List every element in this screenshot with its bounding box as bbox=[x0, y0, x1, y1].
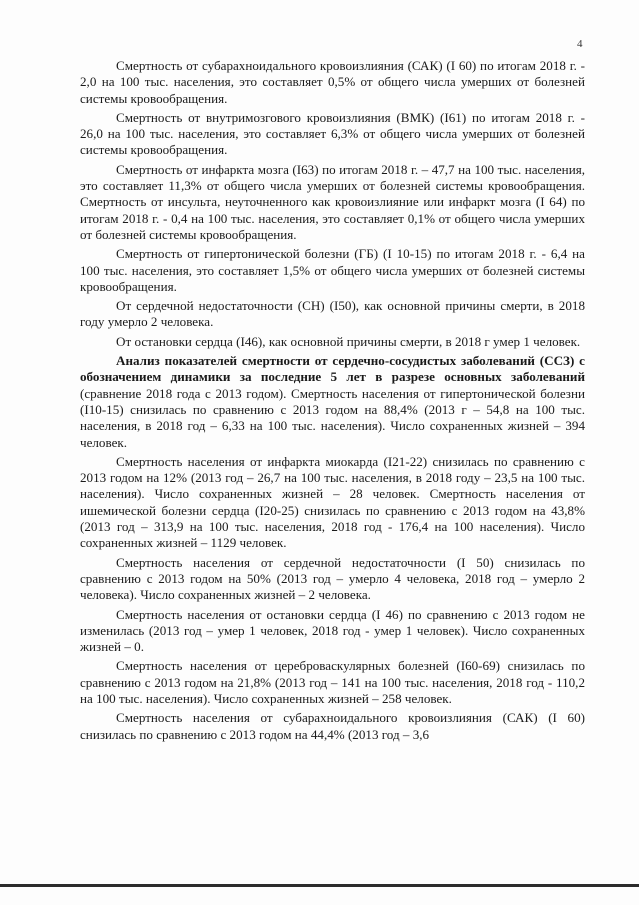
paragraph-cardiac-arrest-2018: От остановки сердца (I46), как основной причины смерти, в 2018 г умер 1 человек. bbox=[116, 333, 581, 349]
paragraph-analysis bbox=[80, 353, 585, 451]
paragraph-sak-2018: Смертность от субарахноидального кровоизлияния (САК) (I 60) по итогам 2018 г. - 2,0 на 100 тыс. населения, это составляет 0,5% от общего числа умерших от болезней системы кровообращения. bbox=[80, 58, 585, 106]
analysis-heading: Анализ показателей смертности от сердечно-сосудистых заболеваний (ССЗ) с обозначением динамики за последние 5 лет в разрезе основных заболеваний bbox=[80, 353, 585, 385]
page-number: 4 bbox=[577, 38, 583, 50]
paragraph-myocardial-infarction: Смертность населения от инфаркта миокарда (I21-22) снизилась по сравнению с 2013 годом на 12% (2013 год – 26,7 на 100 тыс. населения, в 2018 году – 23,5 на 100 тыс. населения). Число сохраненных жизней – 28 человек. Смертность населения от ишемической болезни сердца (I20-25) снизилась по сравнению с 2013 годом на 43,8% (2013 год – 313,9 на 100 тыс. населения, 2018 год - 176,4 на 100 населения). Число сохраненных жизней – 1129 человек. bbox=[80, 453, 585, 551]
paragraph-heart-failure-2018: От сердечной недостаточности (СН) (I50), как основной причины смерти, в 2018 году умерло 2 человека. bbox=[80, 298, 585, 330]
paragraph-brain-infarction-2018: Смертность от инфаркта мозга (I63) по итогам 2018 г. – 47,7 на 100 тыс. населения, это составляет 11,3% от общего числа умерших от болезней системы кровообращения. Смертность от инсульта, неуточненного как кровоизлияние или инфаркт мозга (I 64) по итогам 2018 г. - 0,4 на 100 тыс. населения, это составляет 0,1% от общего числа умерших от болезней системы кровообращения. bbox=[80, 161, 585, 242]
paragraph-vmk-2018: Смертность от внутримозгового кровоизлияния (ВМК) (I61) по итогам 2018 г. - 26,0 на 100 тыс. населения, это составляет 6,3% от общего числа умерших от болезней системы кровообращения. bbox=[80, 109, 585, 158]
document-body bbox=[80, 58, 585, 746]
paragraph-cerebrovascular-dynamics: Смертность населения от цереброваскулярных болезней (I60-69) снизилась по сравнению с 2013 годом на 21,8% (2013 год – 141 на 100 тыс. населения, 2018 год - 110,2 на 100 тыс. населения). Число сохраненных жизней – 258 человек. bbox=[80, 658, 585, 706]
paragraph-cardiac-arrest-dynamics: Смертность населения от остановки сердца (I 46) по сравнению с 2013 годом не изменилась (2013 год – умер 1 человек, 2018 год - умер 1 человек). Число сохраненных жизней – 0. bbox=[80, 606, 585, 655]
paragraph-hypertension-2018: Смертность от гипертонической болезни (ГБ) (I 10-15) по итогам 2018 г. - 6,4 на 100 тыс. населения, это составляет 1,5% от общего числа умерших от болезней системы кровообращения. bbox=[80, 246, 585, 294]
analysis-hypertension-text: (сравнение 2018 года с 2013 годом). Смертность населения от гипертонической болезни (I10-15) снизилась по сравнению с 2013 годом на 88,4% (2013 г – 54,8 на 100 тыс. населения, в 2018 год – 6,33 на 100 тыс. населения). Число сохраненных жизней – 394 человек. bbox=[80, 385, 585, 450]
paragraph-sak-dynamics: Смертность населения от субарахноидального кровоизлияния (САК) (I 60) снизилась по сравнению с 2013 годом на 44,4% (2013 год – 3,6 bbox=[80, 710, 585, 742]
paragraph-heart-failure-dynamics: Смертность населения от сердечной недостаточности (I 50) снизилась по сравнению с 2013 годом на 50% (2013 год – умерло 4 человека, 2018 год – умерло 2 человека). Число сохраненных жизней – 2 человека. bbox=[80, 554, 585, 603]
scan-bottom-edge bbox=[0, 884, 639, 887]
